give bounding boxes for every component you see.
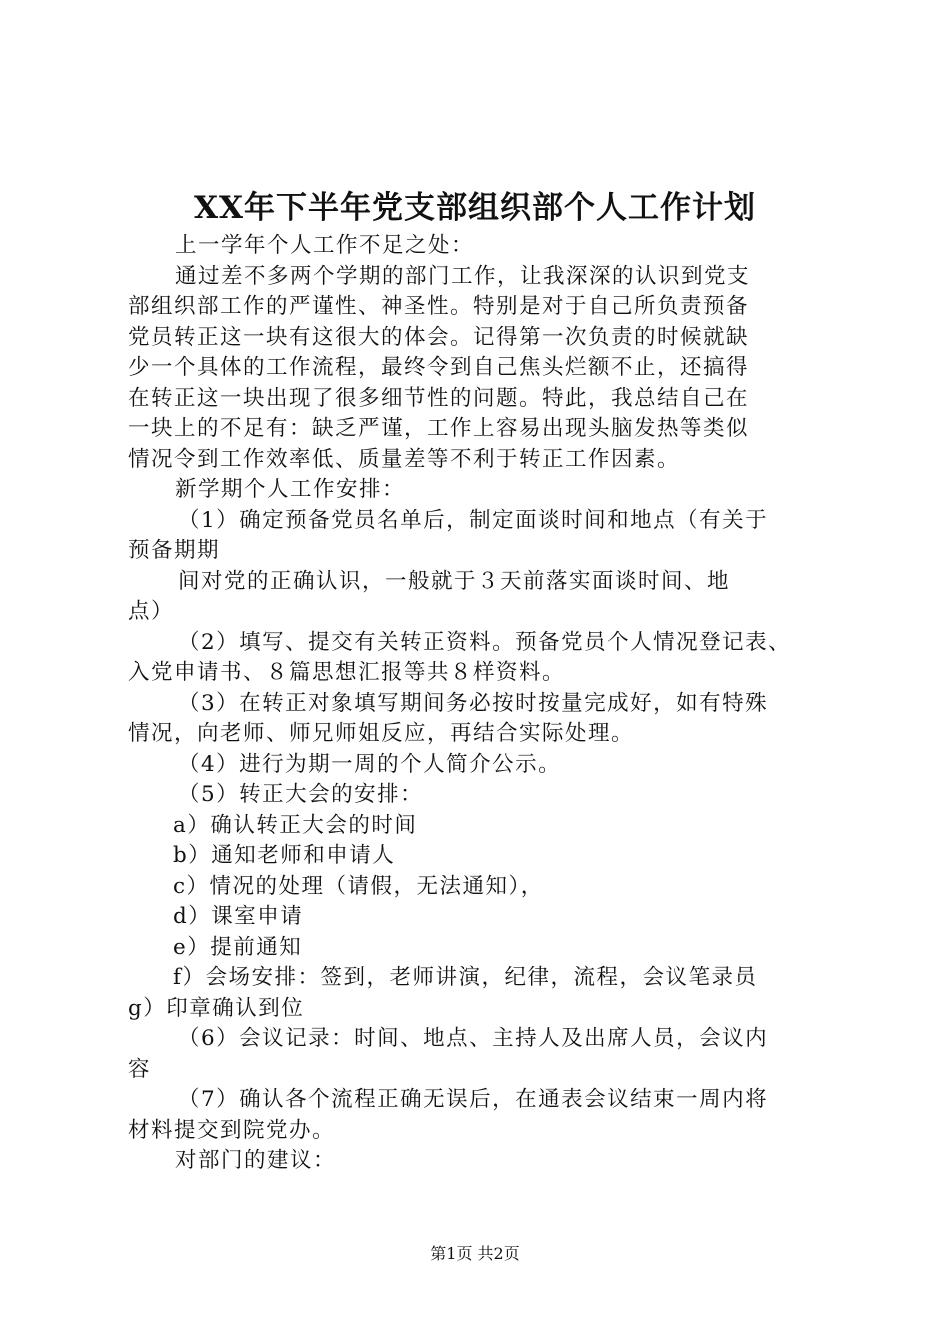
body-line: 一块上的不足有：缺乏严谨，工作上容易出现头脑发热等类似 bbox=[128, 416, 750, 441]
body-line: 上一学年个人工作不足之处： bbox=[175, 233, 475, 258]
document-body bbox=[128, 231, 833, 1177]
body-line: 党员转正这一块有这很大的体会。记得第一次负责的时候就缺 bbox=[128, 324, 750, 350]
body-line: 情况，向老师、师兄师姐反应，再结合实际处理。 bbox=[128, 721, 635, 746]
body-line: 通过差不多两个学期的部门工作，让我深深的认识到党支 bbox=[175, 263, 751, 289]
body-line: 情况令到工作效率低、质量差等不利于转正工作因素。 bbox=[128, 446, 681, 472]
body-line: （6）会议记录：时间、地点、主持人及出席人员，会议内 bbox=[178, 1026, 769, 1051]
body-line: （5）转正大会的安排： bbox=[178, 782, 424, 807]
body-line: 新学期个人工作安排： bbox=[175, 477, 406, 502]
body-line: 对部门的建议： bbox=[175, 1148, 337, 1173]
body-line: 入党申请书、８篇思想汇报等共８样资料。 bbox=[128, 660, 566, 685]
body-line: （7）确认各个流程正确无误后，在通表会议结束一周内将 bbox=[178, 1087, 769, 1112]
body-line: （3）在转正对象填写期间务必按时按量完成好，如有特殊 bbox=[178, 690, 769, 716]
body-line: f）会场安排：签到，老师讲演，纪律，流程，会议笔录员 bbox=[173, 965, 758, 990]
body-line: e）提前通知 bbox=[173, 934, 303, 960]
body-line: 点） bbox=[128, 599, 175, 624]
body-line: b）通知老师和申请人 bbox=[173, 843, 396, 868]
body-line: 部组织部工作的严谨性、神圣性。特别是对于自己所负责预备 bbox=[128, 294, 750, 319]
body-line: 少一个具体的工作流程，最终令到自己焦头烂额不止，还搞得 bbox=[128, 355, 750, 380]
body-line: a）确认转正大会的时间 bbox=[173, 812, 418, 838]
document-title: XX年下半年党支部组织部个人工作计划 bbox=[193, 190, 757, 226]
body-line: 在转正这一块出现了很多细节性的问题。特此，我总结自己在 bbox=[128, 385, 750, 411]
body-line: （1）确定预备党员名单后，制定面谈时间和地点（有关于 bbox=[178, 507, 769, 533]
body-line: 材料提交到院党办。 bbox=[128, 1117, 336, 1143]
page-footer: 第1页 共2页 bbox=[430, 1244, 520, 1263]
body-line: 容 bbox=[128, 1056, 152, 1082]
body-line: 预备期期 bbox=[128, 538, 221, 563]
body-line: d）课室申请 bbox=[173, 904, 304, 929]
body-line: g）印章确认到位 bbox=[128, 995, 305, 1021]
body-line: c）情况的处理（请假，无法通知）， bbox=[173, 873, 544, 899]
body-line: 间对党的正确认识，一般就于３天前落实面谈时间、地 bbox=[178, 568, 731, 594]
body-line: （2）填写、提交有关转正资料。预备党员个人情况登记表、 bbox=[178, 629, 792, 655]
body-line: （4）进行为期一周的个人简介公示。 bbox=[178, 751, 562, 777]
